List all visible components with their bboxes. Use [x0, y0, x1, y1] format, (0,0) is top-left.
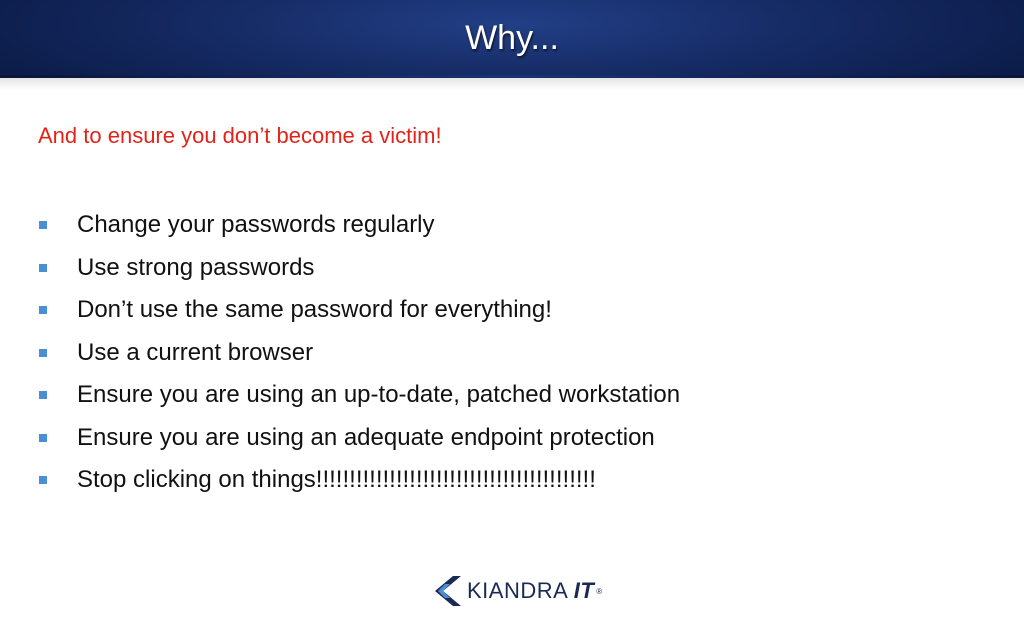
bullet-text: Use strong passwords [77, 253, 315, 281]
square-bullet-icon [39, 349, 47, 357]
slide-subtitle: And to ensure you don’t become a victim! [38, 123, 442, 148]
logo-suffix: IT [573, 578, 595, 603]
list-item [38, 332, 680, 375]
square-bullet-icon [39, 391, 47, 399]
list-item [38, 247, 680, 290]
bullet-text: Use a current browser [77, 338, 314, 366]
header-shadow [0, 78, 1024, 90]
bullet-list [38, 204, 680, 502]
square-bullet-icon [39, 306, 47, 314]
list-item [38, 204, 680, 247]
list-item [38, 459, 680, 502]
bullet-text: Ensure you are using an adequate endpoint protection [77, 423, 655, 451]
bullet-text: Ensure you are using an up-to-date, patched workstation [77, 381, 681, 409]
square-bullet-icon [39, 221, 47, 229]
logo-wordmark [467, 579, 594, 603]
square-bullet-icon [39, 434, 47, 442]
list-item [38, 374, 680, 417]
bullet-text: Stop clicking on things!!!!!!!!!!!!!!!!!!!!!!!!!!!!!!!!!!!!!!!!!! [77, 466, 596, 494]
bullet-text: Don’t use the same password for everything! [77, 296, 552, 324]
kiandra-logo [431, 571, 602, 611]
bullet-text: Change your passwords regularly [77, 211, 435, 239]
logo-registered-mark: ® [596, 586, 603, 596]
slide-title: Why... [465, 19, 559, 57]
list-item [38, 417, 680, 460]
logo-name: KIANDRA [467, 578, 568, 603]
square-bullet-icon [39, 264, 47, 272]
kiandra-chevron-icon [431, 574, 463, 608]
list-item [38, 289, 680, 332]
square-bullet-icon [39, 476, 47, 484]
